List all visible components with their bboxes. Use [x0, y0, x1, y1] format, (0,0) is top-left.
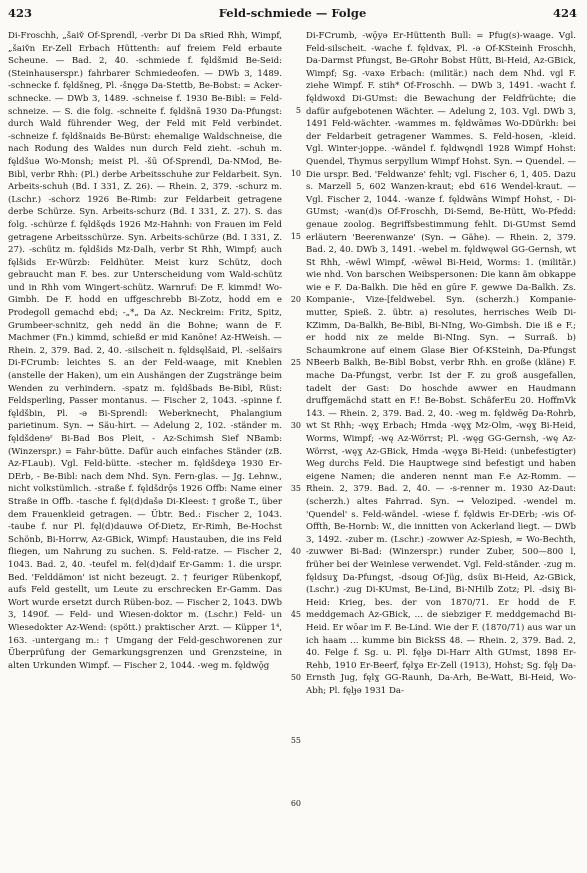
line-number: 45	[290, 610, 301, 619]
line-number: 40	[290, 547, 301, 556]
line-number: 35	[290, 484, 301, 493]
running-title: Feld-schmiede — Folge	[218, 6, 367, 20]
left-column	[8, 30, 282, 672]
line-number: 5	[295, 106, 301, 115]
line-number: 10	[290, 169, 301, 178]
right-page-number: 424	[552, 6, 577, 20]
line-number: 15	[290, 232, 301, 241]
line-number: 25	[290, 358, 301, 367]
line-number: 50	[290, 673, 301, 682]
right-column	[306, 30, 576, 697]
left-page-number: 423	[8, 6, 33, 20]
line-number: 20	[290, 295, 301, 304]
left-column-text: Di-Froschh, „šaiv̌ Of-Sprendl, ‑verbr Di Da sRied Rhh, Wimpf, „šaiv̌n Er-Zell Erbach Hüttenth: auf freiem Feld erbaute Scheune. — Bad. 2, 40. ‑schmiede f. fęldšmid Be-Seid: (Steinhauserspr.) fahrbarer Schmiedeofen. — DWb 3, 1489. ‑schnecke f. fęldšneg, Pl. ‑šnęgə Da-Stettb, Be-Bobst: = Acker-schnecke. — DWb 3, 1489. ‑schneise f. 1930 Be-Bibl: = Feld-schneize. — S. die folg. ‑schneite f. fęldšnā 1930 Da-Pfungst: durch Wald führender Weg, der Feld mit Feld verbindet. ‑schneize f. fęldšnaids Be-Bürst: ehemalige Waldschneise, die nach Rodung des Waldes nun durch Feld zieht. ‑schuh m. fęldšuə Wo-Monsh; meist Pl. ‑šū Of-Sprendl, Da-NMod, Be-Bibl, verbr Rhh: (Pl.) derbe Arbeitsschuhe zur Feldarbeit. Syn. Arbeits-schuh (Bd. I 331, Z. 26). — Rhein. 2, 379. ‑schurz m. (Lschr.) ‑schorz 1926 Be-Rimb: zur Feldarbeit getragene derbe Schürze. Syn. Arbeits-schurz (Bd. I 331, Z. 27). S. das folg. ‑schürze f. fęldšęds 1926 Mz-Hahnh: von Frauen im Feld getragene Arbeitsschürze. Syn. Arbeits-schürze (Bd. I 331, Z. 27). ‑schütz m. fęldšids Mz-Dalh, verbr St Rhh, Wimpf; auch fęlšids Er-Würzb: Feldhüter. Meist kurz Schütz, doch gebraucht man F. bes. zur Unterscheidung vom Wald-schütz und in Rhh vom Wingert-schütz. Warnruf: De F. kimmd! Wo-Gimbh. De F. hodd en uffgeschrebb Bi-Zotz, hodd em e Prodegoll gemachd ebd; ‑„*„ Da Az. Neckreim: Fritz, Spitz, Grumbeer-schnitz, geh nedd än die Bohne; wann de F. Machmer (Fn.) kimmd, schießd er mid Kanōne! Az-HWeish. — Rhein. 2, 379. Bad. 2, 40. ‑silscheit n. fęldsęlšaid, Pl. ‑selšairs Di-FCrumb: leichtes S. an der Feld-waage, mit Kneblen (anstelle der Haken), um ein Aushängen der Zugstränge beim Wenden zu verhindern. ‑spatz m. fęldšbads Be-Bibl, Rüst: Feldsperling, Passer montanus. — Fischer 2, 1043. ‑spinne f. fęldšbin, Pl. ‑ə Bi-Sprendl: Weberknecht, Phalangium parietinum. Syn. → Säu-hirt. — Adelung 2, 102. ‑ständer m. fęldšdenɘʳ Bi-Bad Bos Pleit, ‑ Az-Schimsh Sief NBamb: (Winzerspr.) = Fahr-bütte. Dafür auch einfaches Ständer (zB. Az-FLaub). Vgl. Feld-bütte. ‑stecher m. fęldšdeɣə 1930 Er-DErb, ‑ Be-Bibl: nach dem Nhd. Syn. Fern-glas. — Jg. Lehnw., nicht volkstümlich. ‑straße f. fęldšdrǭs 1926 Offb: Name einer Straße in Offb. ‑tasche f. fęl(d)dašə Di-Kleest: † große T., über dem Frauenkleid getragen. — Übtr. Bed.: Fischer 2, 1043. ‑taube f. nur Pl. fęl(d)dauwə Of-Dietz, Er-Rimh, Be-Hochst Schönb, Bi-Horrw, Az-GBick, Wimpf: Haustauben, die ins Feld fliegen, um Nahrung zu suchen. S. Feld-ratze. — Fischer 2, 1043. Bad. 2, 40. ‑teufel m. fel(d)daif Er-Gamm: 1. die urspr. Bed. 'Felddämon' ist nicht bezeugt. 2. † feuriger Rübenkopf, aufs Feld gestellt, um Leute zu erschrecken Er-Gamm. Das Wort wurde ersetzt durch Rüben-boz. — Fischer 2, 1043. DWb 3, 1490f. — Feld- und Wiesen-doktor m. (Lschr.) Feld- un Wiesedokter Az-Wend: (spött.) praktischer Arzt. — Küpper 1⁴, 163. ‑untergang m.: † Umgang der Feld-geschworenen zur Überprüfung der Gemarkungsgrenzen und Grenzsteine, in alten Urkunden Wimpf. — Fischer 2, 1044. ‑weg m. fęldwǭg	[8, 31, 282, 671]
right-column-text: Di-FCrumb, ‑wǭyə Er-Hüttenth Bull: = Pfug(s)-waage. Vgl. Feld-silscheit. ‑wache f. fęldvax, Pl. ‑ə Of-KSteinh Froschh, Da-Darmst Pfungst, Be-GRohr Bobst Hütt, Bi-Heid, Az-GBick, Wimpf; Sg. ‑vaxə Erbach: (militär.) nach dem Nhd. vgl F. ziehe Wimpf. F. stih* Of-Froschh. — DWb 3, 1491. ‑wacht f. fęldwoxd Di-GUmst: die Bewachung der Feldfrüchte; die dafür aufgebotenen Wächter. — Adelung 2, 103. Vgl. DWb 3, 1491 Feld-wächter. ‑wammes m. fęldwāməs Wo-DDürkh: bei der Feldarbeit getragener Wammes. S. Feld-hosen, ‑kleid. Vgl. Winter-joppe. ‑wändel f. fęldwęndl 1928 Wimpf Hohst: Quendel, Thymus serpyllum Wimpf Hohst. Syn. → Quendel. — Die urspr. Bed. 'Feldwanze' fehlt; vgl. Fischer 6, 1, 405. Dazu s. Marzell 5, 602 Wanzen-kraut; ebd 616 Wendel-kraut. — Vgl. Fischer 2, 1044. ‑wanze f. fęldwāns Wimpf Hohst, ‑ Di-GUmst; ‑wan(d)s Of-Froschh, Di-Semd, Be-Hütt, Wo-Pfedd: genaue zoolog. Begriffsbestimmung fehlt. Di-GUmst Semd erläutern 'Beerenwanze' (Syn. → Gähe). — Rhein. 2, 379. Bad. 2, 40. DWb 3, 1491. ‑webel m. fęldwęwəl GG-Gernsh, wt St Rhh, ‑wēwl Wimpf, ‑wēwəl Bi-Heid, Worms: 1. (militär.) wie nhd. Von barschen Weibspersonen: Die kann äm obkappe wie e F. Da-Balkh. Die hēd en gūre F. gewwe Da-Balkh. Zs. Kompanie-, Vize-[feldwebel. Syn. (scherzh.) Kompanie-mutter, Spieß. 2. übtr. a) resolutes, herrisches Weib Di-KZimm, Da-Balkh, Be-Bibl, Bi-NIng, Wo-Gimbsh. Die iß e F.; er hodd nix ze melde Bi-NIng. Syn. → Surraß. b) Schaumkrone auf einem Glase Bier Of-KSteinh, Da-Pfungst NBeerb Balkh, Be-Bibl Bobst, verbr Rhh. en große (kläne) F. mache Da-Pfungst, verbr. Ist der F. zu groß ausgefallen, tadelt der Gast: Do hoschde awwer en Haudmann druffgemächd statt en F.! Be-Bobst. SchäferEu 20. HoffmVk 143. — Rhein. 2, 379. Bad. 2, 40. ‑weg m. fęldwēg Da-Rohrb, wt St Rhh; ‑węɣ Erbach; Hmda ‑węɣ Mz-Olm, ‑węɣ Bi-Heid, Worms, Wimpf; ‑wę Az-Wörrst; Pl. ‑węg GG-Gernsh, ‑wę Az-Wörrst, ‑węɣ Az-GBick, Hmda ‑węɣə Bi-Heid: (unbefestigter) Weg durchs Feld. Die Hauptwege sind befestigt und haben eigene Namen; die anderen nennt man F.e Az-Romm. — Rhein. 2, 379. Bad. 2, 40. — ‑s-renner m. 1930 Az-Daut: (scherzh.) altes Fahrrad. Syn. → Veloziped. ‑wendel m. 'Quendel' s. Feld-wändel. ‑wiese f. fęldwis Er-DErb; ‑wis Of-Offth, Be-Hornb: W., die innitten von Ackerland liegt. — DWb 3, 1492. ‑zuber m. (Lschr.) ‑zowwer Az-Spiesh, ≈ Wo-Bechth, ‑zuwwer Bi-Bad: (Winzerspr.) runder Zuber, 500—800 l, früher bei der Weinlese verwendet. Vgl. Feld-ständer. ‑zug m. fęldsuɣ Da-Pfungst, ‑dsoug Of-Jüg, dsüx Bi-Heid, Az-GBick, (Lschr.) ‑zug Di-KUmst, Be-Lind, Bi-NHilb Zotz; Pl. ‑dsiɣ Bi-Heid: Krieg, bes. der von 1870/71. Er hodd de F. meddgemach Az-GBick, … de siebziger F. meddgemachd Bi-Heid. Er wōar im F. Be-Lind. Wie der F. (1870/71) aus war un ich haam … kumme bin BickSS 48. — Rhein. 2, 379. Bad. 2, 40. Felge f. Sg. u. Pl. fęlɟə Di-Harr Alth GUmst, 1898 Er-Rehb, 1910 Er-Beerf, fęlɣə Er-Zell (1913), Hohst; Sg. fęlɟ Da-Ernsth Jug, fęlɣ GG-Raunh, Da-Arh, Be-Watt, Bi-Heid, Wo-Abh; Pl. fęlɟə 1931 Da-	[306, 31, 576, 696]
page-header	[8, 6, 577, 24]
line-number-gutter	[285, 30, 303, 870]
line-number: 30	[290, 421, 301, 430]
line-number: 60	[290, 799, 301, 808]
line-number: 55	[290, 736, 301, 745]
